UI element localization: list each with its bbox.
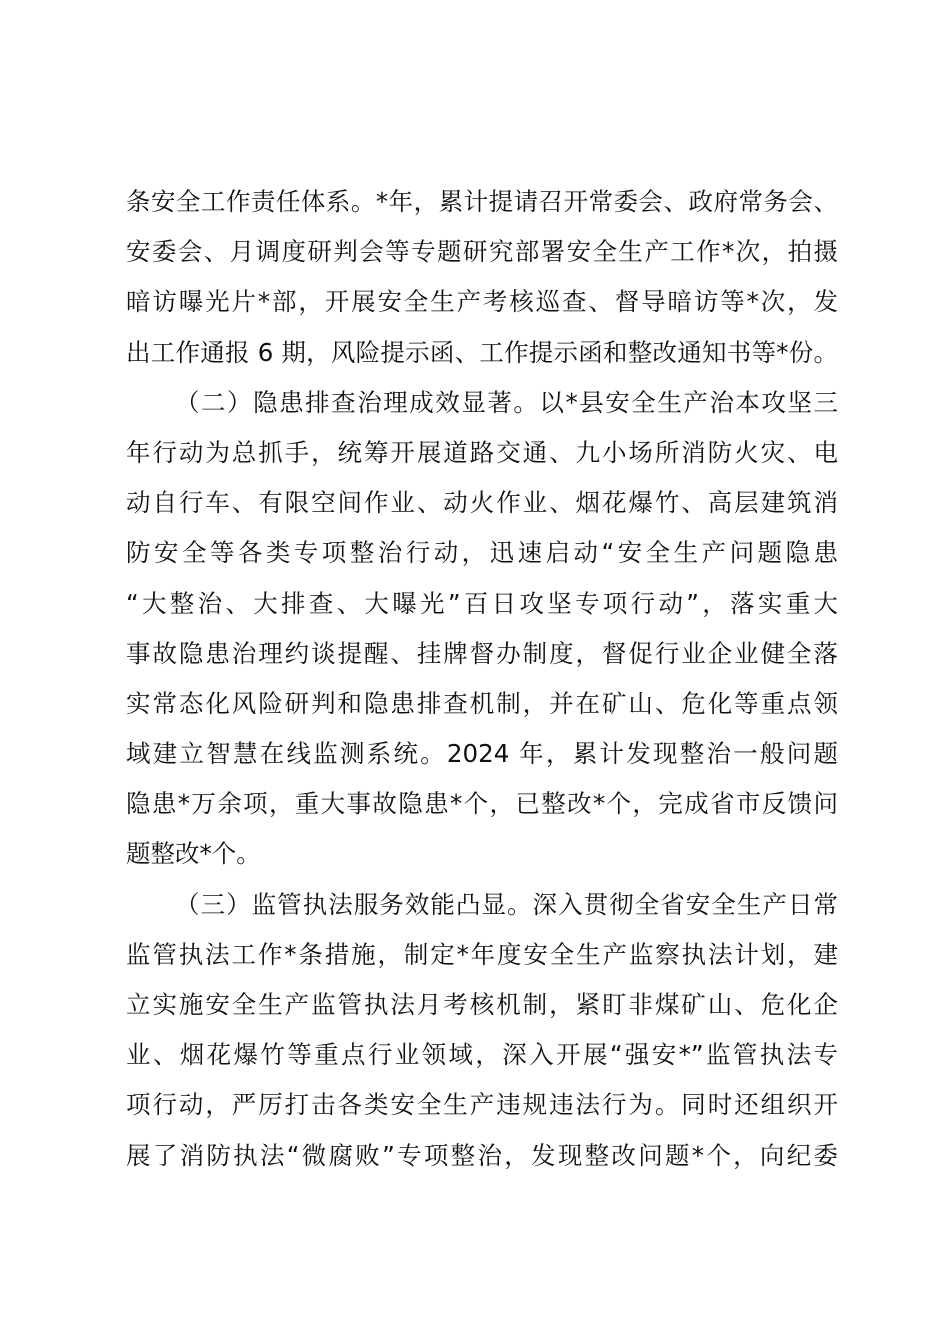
text-line: 动自行车、有限空间作业、动火作业、烟花爆竹、高层建筑消 <box>126 488 838 518</box>
text-line: 业、烟花爆竹等重点行业领域，深入开展“强安*”监管执法专 <box>126 1040 838 1070</box>
text-line: 隐患*万余项，重大事故隐患*个，已整改*个，完成省市反馈问 <box>126 789 838 819</box>
section-heading-line: （二）隐患排查治理成效显著。以*县安全生产治本攻坚三 <box>175 387 838 417</box>
text-line: 安委会、月调度研判会等专题研究部署安全生产工作*次，拍摄 <box>126 237 838 267</box>
text-line: 题整改*个。 <box>126 839 261 869</box>
text-line: 展了消防执法“微腐败”专项整治，发现整改问题*个，向纪委 <box>126 1140 838 1170</box>
section-heading-line: （三）监管执法服务效能凸显。深入贯彻全省安全生产日常 <box>175 889 838 919</box>
text-line: 年行动为总抓手，统筹开展道路交通、九小场所消防火灾、电 <box>126 437 838 467</box>
text-line: 立实施安全生产监管执法月考核机制，紧盯非煤矿山、危化企 <box>126 990 838 1019</box>
body-text <box>126 177 838 1181</box>
text-line: 出工作通报 6 期，风险提示函、工作提示函和整改通知书等*份。 <box>126 337 838 367</box>
text-line: 暗访曝光片*部，开展安全生产考核巡查、督导暗访等*次，发 <box>126 287 838 317</box>
text-line: 实常态化风险研判和隐患排查机制，并在矿山、危化等重点领 <box>126 688 838 718</box>
text-line: 域建立智慧在线监测系统。2024 年，累计发现整治一般问题 <box>126 739 838 769</box>
text-line: 防安全等各类专项整治行动，迅速启动“安全生产问题隐患 <box>126 538 838 568</box>
text-line: 事故隐患治理约谈提醒、挂牌督办制度，督促行业企业健全落 <box>126 638 838 668</box>
text-line: 项行动，严厉打击各类安全生产违规违法行为。同时还组织开 <box>126 1090 838 1120</box>
text-line: 条安全工作责任体系。*年，累计提请召开常委会、政府常务会、 <box>126 187 838 216</box>
text-line: 监管执法工作*条措施，制定*年度安全生产监察执法计划，建 <box>126 939 838 969</box>
text-line: “大整治、大排查、大曝光”百日攻坚专项行动”，落实重大 <box>126 588 838 618</box>
